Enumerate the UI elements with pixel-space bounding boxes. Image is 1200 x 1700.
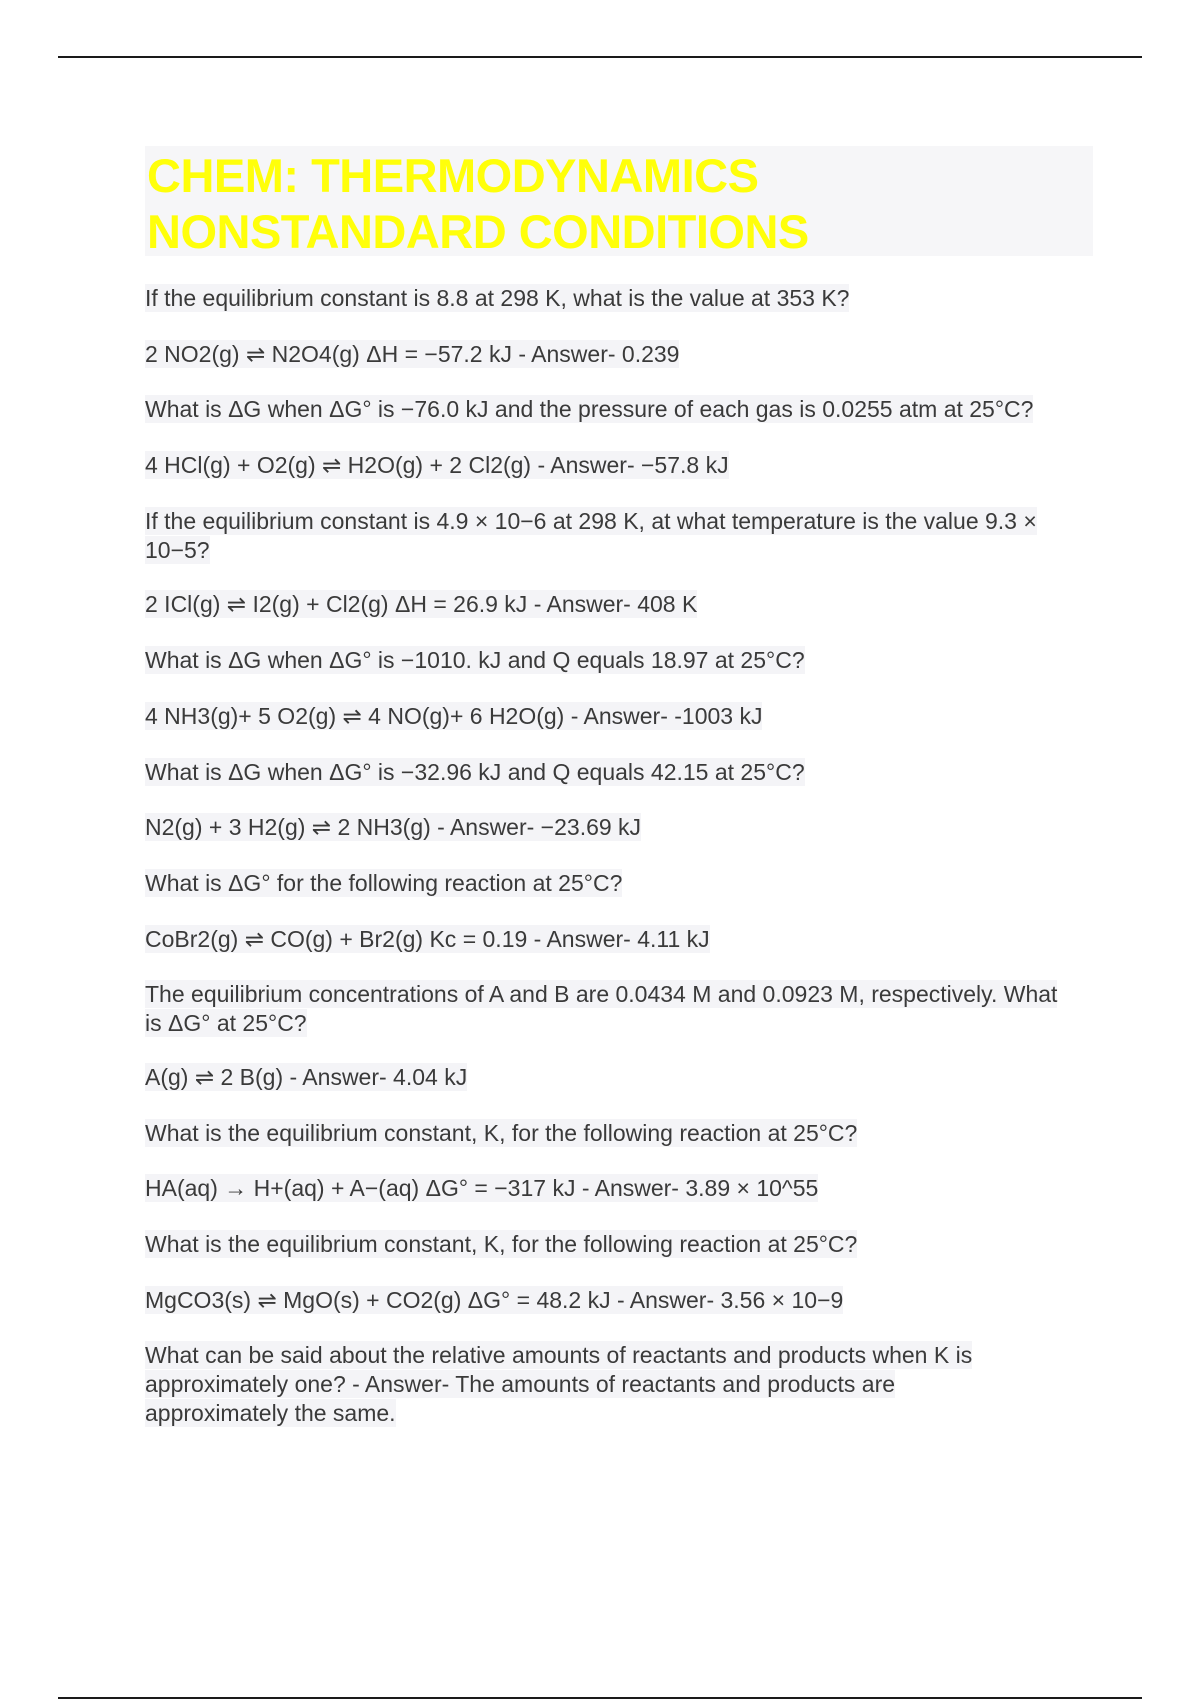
question-8: What is the equilibrium constant, K, for the following reaction at 25°C? xyxy=(145,1120,858,1146)
question-10: What can be said about the relative amounts of reactants and products when K is approximately one? - Answer- The amounts of reactants and products are approximately the same. xyxy=(145,1342,973,1426)
answer-7: A(g) ⇌ 2 B(g) - Answer- 4.04 kJ xyxy=(145,1064,468,1090)
title-line-1: CHEM: THERMODYNAMICS xyxy=(147,149,759,202)
answer-4: 4 NH3(g)+ 5 O2(g) ⇌ 4 NO(g)+ 6 H2O(g) - Answer- -1003 kJ xyxy=(145,703,763,729)
answer-8: HA(aq) → H+(aq) + A−(aq) ΔG° = −317 kJ - Answer- 3.89 × 10^55 xyxy=(145,1175,819,1201)
answer-2: 4 HCl(g) + O2(g) ⇌ H2O(g) + 2 Cl2(g) - Answer- −57.8 kJ xyxy=(145,452,729,478)
header-rule xyxy=(58,56,1142,58)
answer-5: N2(g) + 3 H2(g) ⇌ 2 NH3(g) - Answer- −23.69 kJ xyxy=(145,814,642,840)
document-title xyxy=(145,146,1093,256)
question-5: What is ΔG when ΔG° is −32.96 kJ and Q equals 42.15 at 25°C? xyxy=(145,759,805,785)
answer-9: MgCO3(s) ⇌ MgO(s) + CO2(g) ΔG° = 48.2 kJ - Answer- 3.56 × 10−9 xyxy=(145,1287,844,1313)
answer-3: 2 ICl(g) ⇌ I2(g) + Cl2(g) ΔH = 26.9 kJ - Answer- 408 K xyxy=(145,591,698,617)
question-1: If the equilibrium constant is 8.8 at 298 K, what is the value at 353 K? xyxy=(145,285,850,311)
answer-6: CoBr2(g) ⇌ CO(g) + Br2(g) Kc = 0.19 - Answer- 4.11 kJ xyxy=(145,926,710,952)
answer-1: 2 NO2(g) ⇌ N2O4(g) ΔH = −57.2 kJ - Answer- 0.239 xyxy=(145,341,680,367)
title-line-2: NONSTANDARD CONDITIONS xyxy=(147,205,809,258)
footer-rule xyxy=(58,1697,1142,1699)
question-7: The equilibrium concentrations of A and B are 0.0434 M and 0.0923 M, respectively. What is ΔG° at 25°C? xyxy=(145,981,1058,1036)
question-3: If the equilibrium constant is 4.9 × 10−6 at 298 K, at what temperature is the value 9.3 × 10−5? xyxy=(145,508,1037,563)
question-9: What is the equilibrium constant, K, for the following reaction at 25°C? xyxy=(145,1231,858,1257)
question-4: What is ΔG when ΔG° is −1010. kJ and Q equals 18.97 at 25°C? xyxy=(145,647,805,673)
question-6: What is ΔG° for the following reaction at 25°C? xyxy=(145,870,623,896)
question-2: What is ΔG when ΔG° is −76.0 kJ and the pressure of each gas is 0.0255 atm at 25°C? xyxy=(145,396,1034,422)
document-body xyxy=(145,284,1093,1428)
